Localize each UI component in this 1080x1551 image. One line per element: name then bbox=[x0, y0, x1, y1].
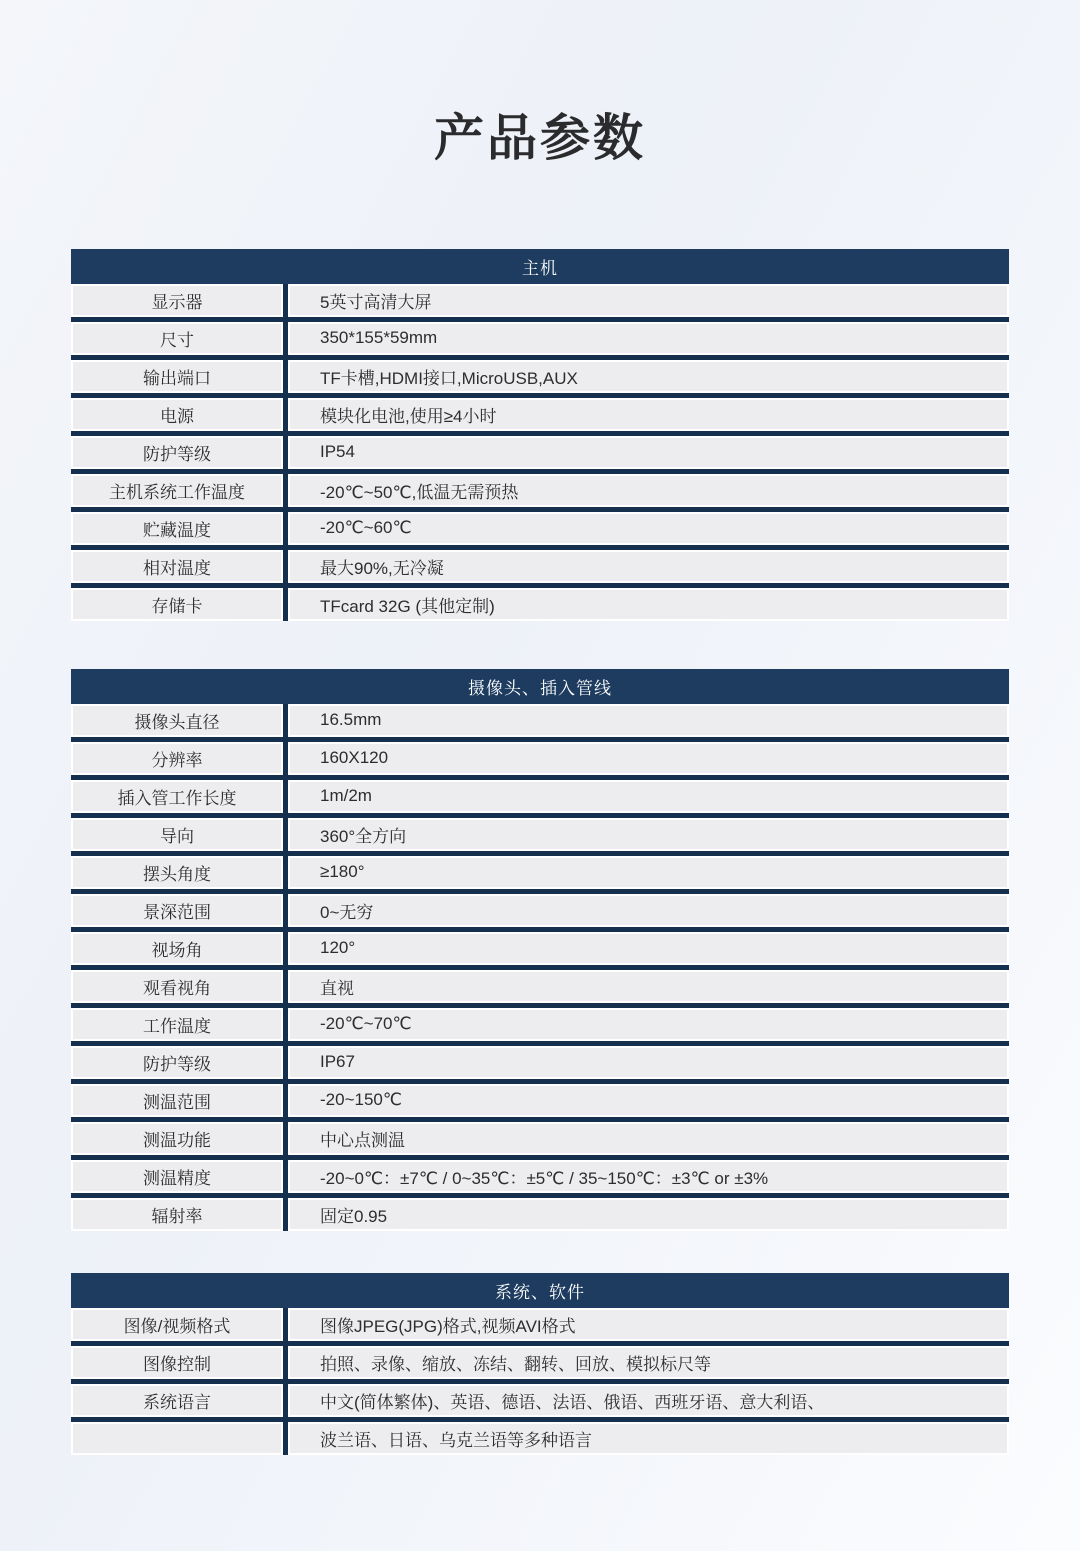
row-label: 输出端口 bbox=[71, 360, 283, 393]
row-label: 系统语言 bbox=[71, 1384, 283, 1417]
row-value: 16.5mm bbox=[288, 704, 1009, 737]
row-value: 120° bbox=[288, 932, 1009, 965]
row-value: 模块化电池,使用≥4小时 bbox=[288, 398, 1009, 431]
table-row bbox=[71, 1198, 1009, 1231]
table-header: 系统、软件 bbox=[71, 1273, 1009, 1308]
row-value: IP67 bbox=[288, 1046, 1009, 1079]
row-label: 摆头角度 bbox=[71, 856, 283, 889]
row-value: IP54 bbox=[288, 436, 1009, 469]
row-value: -20~150℃ bbox=[288, 1084, 1009, 1117]
row-label: 贮藏温度 bbox=[71, 512, 283, 545]
table-row bbox=[71, 1122, 1009, 1160]
table-row bbox=[71, 1046, 1009, 1084]
row-value: 波兰语、日语、乌克兰语等多种语言 bbox=[288, 1422, 1009, 1455]
table-row bbox=[71, 360, 1009, 398]
row-value: ≥180° bbox=[288, 856, 1009, 889]
row-label: 测温精度 bbox=[71, 1160, 283, 1193]
row-label: 观看视角 bbox=[71, 970, 283, 1003]
row-value: -20℃~50℃,低温无需预热 bbox=[288, 474, 1009, 507]
table-header: 摄像头、插入管线 bbox=[71, 669, 1009, 704]
row-value: 直视 bbox=[288, 970, 1009, 1003]
row-label: 防护等级 bbox=[71, 436, 283, 469]
row-label: 景深范围 bbox=[71, 894, 283, 927]
row-value: 中文(简体繁体)、英语、德语、法语、俄语、西班牙语、意大利语、 bbox=[288, 1384, 1009, 1417]
table-row bbox=[71, 1384, 1009, 1422]
row-value: 160X120 bbox=[288, 742, 1009, 775]
row-label: 防护等级 bbox=[71, 1046, 283, 1079]
row-label: 图像/视频格式 bbox=[71, 1308, 283, 1341]
row-label: 主机系统工作温度 bbox=[71, 474, 283, 507]
table-row bbox=[71, 704, 1009, 742]
table-row bbox=[71, 742, 1009, 780]
row-value: 5英寸高清大屏 bbox=[288, 284, 1009, 317]
table-row bbox=[71, 818, 1009, 856]
table-row bbox=[71, 856, 1009, 894]
row-value: -20℃~70℃ bbox=[288, 1008, 1009, 1041]
table-row bbox=[71, 1346, 1009, 1384]
row-value: TFcard 32G (其他定制) bbox=[288, 588, 1009, 621]
row-value: -20℃~60℃ bbox=[288, 512, 1009, 545]
row-value: 1m/2m bbox=[288, 780, 1009, 813]
table-row bbox=[71, 588, 1009, 621]
table-row bbox=[71, 398, 1009, 436]
table-row bbox=[71, 512, 1009, 550]
table-row bbox=[71, 284, 1009, 322]
row-label: 尺寸 bbox=[71, 322, 283, 355]
row-label: 测温范围 bbox=[71, 1084, 283, 1117]
row-label: 分辨率 bbox=[71, 742, 283, 775]
table-row bbox=[71, 1308, 1009, 1346]
row-value: 最大90%,无冷凝 bbox=[288, 550, 1009, 583]
table-row bbox=[71, 1422, 1009, 1455]
table-row bbox=[71, 894, 1009, 932]
row-label: 相对温度 bbox=[71, 550, 283, 583]
row-label: 插入管工作长度 bbox=[71, 780, 283, 813]
row-value: 360°全方向 bbox=[288, 818, 1009, 851]
table-row bbox=[71, 1008, 1009, 1046]
row-value: -20~0℃：±7℃ / 0~35℃：±5℃ / 35~150℃：±3℃ or ±3% bbox=[288, 1160, 1009, 1193]
spec-table bbox=[71, 249, 1009, 621]
table-header: 主机 bbox=[71, 249, 1009, 284]
row-label: 电源 bbox=[71, 398, 283, 431]
row-label bbox=[71, 1422, 283, 1455]
table-row bbox=[71, 1084, 1009, 1122]
row-value: 固定0.95 bbox=[288, 1198, 1009, 1231]
table-row bbox=[71, 932, 1009, 970]
row-label: 存储卡 bbox=[71, 588, 283, 621]
table-row bbox=[71, 322, 1009, 360]
spec-tables bbox=[71, 249, 1009, 1455]
row-label: 摄像头直径 bbox=[71, 704, 283, 737]
row-value: 拍照、录像、缩放、冻结、翻转、回放、模拟标尺等 bbox=[288, 1346, 1009, 1379]
row-label: 辐射率 bbox=[71, 1198, 283, 1231]
row-label: 测温功能 bbox=[71, 1122, 283, 1155]
spec-table bbox=[71, 1273, 1009, 1455]
table-row bbox=[71, 436, 1009, 474]
table-row bbox=[71, 550, 1009, 588]
row-label: 视场角 bbox=[71, 932, 283, 965]
row-label: 显示器 bbox=[71, 284, 283, 317]
spec-table bbox=[71, 669, 1009, 1231]
table-row bbox=[71, 780, 1009, 818]
row-value: TF卡槽,HDMI接口,MicroUSB,AUX bbox=[288, 360, 1009, 393]
row-value: 图像JPEG(JPG)格式,视频AVI格式 bbox=[288, 1308, 1009, 1341]
row-label: 工作温度 bbox=[71, 1008, 283, 1041]
row-value: 350*155*59mm bbox=[288, 322, 1009, 355]
row-label: 图像控制 bbox=[71, 1346, 283, 1379]
row-value: 中心点测温 bbox=[288, 1122, 1009, 1155]
row-label: 导向 bbox=[71, 818, 283, 851]
row-value: 0~无穷 bbox=[288, 894, 1009, 927]
table-row bbox=[71, 474, 1009, 512]
page-title: 产品参数 bbox=[434, 109, 646, 166]
table-row bbox=[71, 1160, 1009, 1198]
table-row bbox=[71, 970, 1009, 1008]
